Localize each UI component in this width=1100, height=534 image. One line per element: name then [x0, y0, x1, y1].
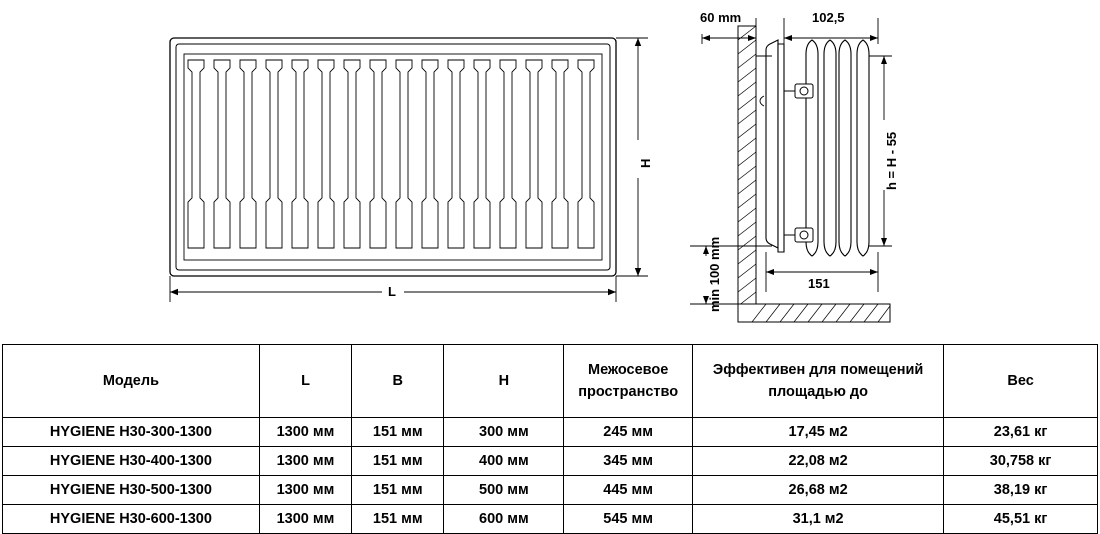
cell-area: 17,45 м2 [692, 418, 943, 447]
side-view-wall [738, 26, 756, 322]
cell-b: 151 мм [352, 418, 444, 447]
cell-axis: 545 мм [564, 505, 693, 534]
dim-min-100mm [690, 246, 770, 304]
cell-weight: 38,19 кг [944, 476, 1098, 505]
cell-model: HYGIENE H30-300-1300 [3, 418, 260, 447]
table-row [3, 505, 1098, 534]
table-header-row [3, 345, 1098, 418]
specifications-table [2, 344, 1098, 534]
cell-weight: 23,61 кг [944, 418, 1098, 447]
header-l: L [259, 345, 351, 418]
cell-h: 600 мм [444, 505, 564, 534]
cell-l: 1300 мм [259, 476, 351, 505]
cell-weight: 30,758 кг [944, 447, 1098, 476]
label-min-100mm: min 100 mm [707, 236, 722, 312]
header-axis-spacing-line1: Межосевое [587, 361, 669, 378]
cell-b: 151 мм [352, 447, 444, 476]
table-row [3, 418, 1098, 447]
cell-area: 31,1 м2 [692, 505, 943, 534]
header-axis-spacing-line2: пространство [578, 384, 679, 400]
cell-axis: 445 мм [564, 476, 693, 505]
cell-axis: 345 мм [564, 447, 693, 476]
label-h-minus-55: h = H - 55 [884, 131, 899, 190]
table-row [3, 447, 1098, 476]
cell-h: 400 мм [444, 447, 564, 476]
cell-area: 26,68 м2 [692, 476, 943, 505]
side-view-panel-sections [806, 40, 869, 256]
label-151: 151 [808, 276, 830, 291]
header-weight: Вес [944, 345, 1098, 418]
label-front-length: L [388, 284, 396, 299]
cell-b: 151 мм [352, 505, 444, 534]
cell-h: 300 мм [444, 418, 564, 447]
side-view-floor [738, 304, 890, 322]
cell-l: 1300 мм [259, 418, 351, 447]
header-model: Модель [3, 345, 260, 418]
cell-axis: 245 мм [564, 418, 693, 447]
label-102-5: 102,5 [812, 10, 845, 25]
side-view-detail-marker [760, 96, 764, 106]
header-axis-spacing [564, 345, 693, 418]
header-effective-area [692, 345, 943, 418]
table-row [3, 476, 1098, 505]
cell-weight: 45,51 кг [944, 505, 1098, 534]
cell-l: 1300 мм [259, 505, 351, 534]
front-view-height-dimension [616, 38, 648, 276]
header-effective-area-line2: площадью до [768, 384, 868, 400]
label-front-height: H [638, 158, 653, 168]
header-b: B [352, 345, 444, 418]
header-effective-area-line1: Эффективен для помещений [712, 361, 924, 378]
cell-h: 500 мм [444, 476, 564, 505]
header-h: H [444, 345, 564, 418]
label-60mm: 60 mm [700, 10, 742, 25]
side-view-cover-plate [766, 40, 784, 252]
cell-model: HYGIENE H30-500-1300 [3, 476, 260, 505]
cell-area: 22,08 м2 [692, 447, 943, 476]
cell-b: 151 мм [352, 476, 444, 505]
cell-model: HYGIENE H30-400-1300 [3, 447, 260, 476]
cell-model: HYGIENE H30-600-1300 [3, 505, 260, 534]
cell-l: 1300 мм [259, 447, 351, 476]
